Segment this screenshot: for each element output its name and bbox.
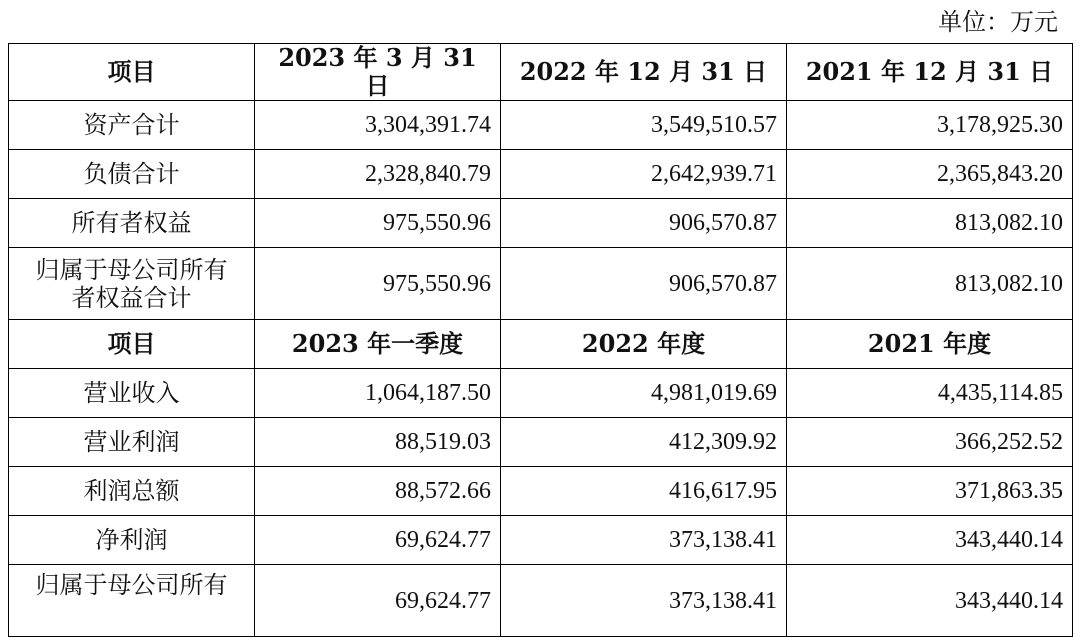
cell-value: 3,304,391.74 [255,101,501,150]
cell-value: 373,138.41 [501,516,787,565]
cell-value: 813,082.10 [787,248,1073,320]
financial-table [8,43,1073,637]
header-item: 项目 [9,44,255,101]
cell-value: 88,572.66 [255,467,501,516]
cell-value: 906,570.87 [501,199,787,248]
row-label: 所有者权益 [9,199,255,248]
table-row [9,369,1073,418]
cell-value: 4,435,114.85 [787,369,1073,418]
row-label: 利润总额 [9,467,255,516]
cell-value: 975,550.96 [255,199,501,248]
cell-value: 906,570.87 [501,248,787,320]
header-2023-q1-end: 2023 年 3 月 31 日 [255,44,501,101]
cell-value: 371,863.35 [787,467,1073,516]
balance-header-row [9,44,1073,101]
table-row [9,418,1073,467]
header-2021-year-end: 2021 年 12 月 31 日 [787,44,1073,101]
header-item: 项目 [9,320,255,369]
row-label: 营业利润 [9,418,255,467]
cell-value: 4,981,019.69 [501,369,787,418]
cell-value: 373,138.41 [501,565,787,637]
cell-value: 69,624.77 [255,565,501,637]
table-row [9,467,1073,516]
cell-value: 2,642,939.71 [501,150,787,199]
cell-value: 343,440.14 [787,516,1073,565]
row-label [9,565,255,637]
table-row [9,248,1073,320]
row-label-line: 者权益合计 [71,283,192,312]
cell-value: 975,550.96 [255,248,501,320]
table-row [9,150,1073,199]
unit-label: 单位：万元 [938,8,1058,36]
cell-value: 3,178,925.30 [787,101,1073,150]
header-2022-year-end: 2022 年 12 月 31 日 [501,44,787,101]
income-header-row [9,320,1073,369]
row-label: 负债合计 [9,150,255,199]
row-label-line: 归属于母公司所有 [35,255,228,284]
cell-value: 2,365,843.20 [787,150,1073,199]
cell-value: 1,064,187.50 [255,369,501,418]
header-2021-year: 2021 年度 [787,320,1073,369]
row-label [9,248,255,320]
header-2023-q1: 2023 年一季度 [255,320,501,369]
row-label: 营业收入 [9,369,255,418]
cell-value: 2,328,840.79 [255,150,501,199]
header-2022-year: 2022 年度 [501,320,787,369]
cell-value: 412,309.92 [501,418,787,467]
row-label-line: 归属于母公司所有 [35,571,228,599]
cell-value: 813,082.10 [787,199,1073,248]
cell-value: 88,519.03 [255,418,501,467]
cell-value: 343,440.14 [787,565,1073,637]
table-row [9,101,1073,150]
cell-value: 69,624.77 [255,516,501,565]
table-row [9,565,1073,637]
row-label: 净利润 [9,516,255,565]
cell-value: 3,549,510.57 [501,101,787,150]
cell-value: 366,252.52 [787,418,1073,467]
cell-value: 416,617.95 [501,467,787,516]
table-row [9,199,1073,248]
table-row [9,516,1073,565]
row-label: 资产合计 [9,101,255,150]
